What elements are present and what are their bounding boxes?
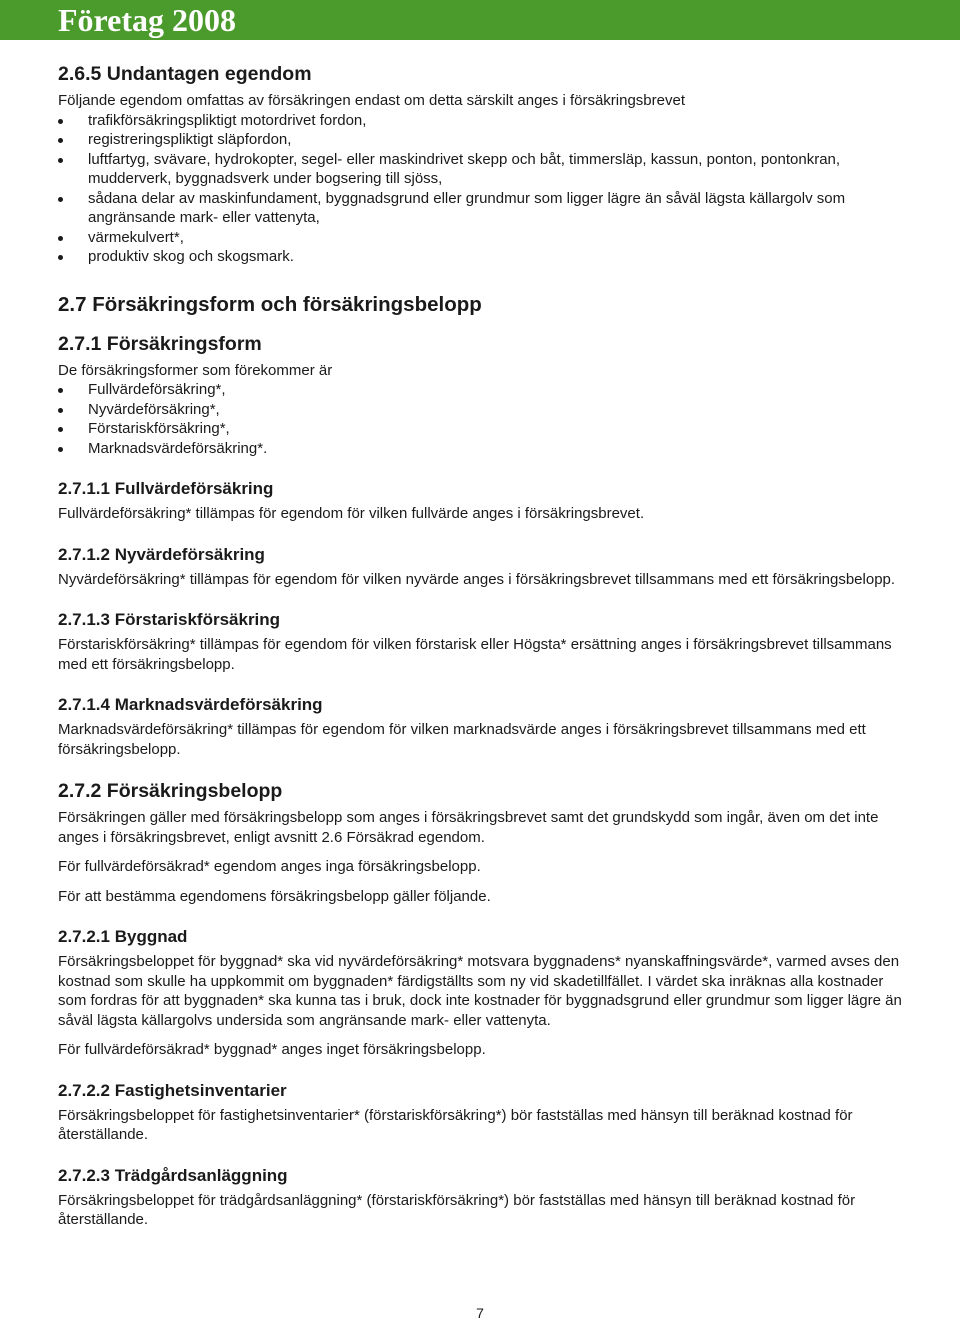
paragraph: Försäkringen gäller med försäkringsbelopp som anges i försäkringsbrevet samt det grundskydd som ingår, även om det inte anges i försäkringsbrevet, enligt avsnitt 2.6 Försäkrad egendom. bbox=[58, 809, 879, 846]
list-item: registreringspliktigt släpfordon, bbox=[58, 130, 902, 150]
heading-2-6-5: 2.6.5 Undantagen egendom bbox=[58, 63, 312, 85]
heading-2-7-2: 2.7.2 Försäkringsbelopp bbox=[58, 780, 283, 802]
list-item: trafikförsäkringspliktigt motordrivet fordon, bbox=[58, 111, 902, 131]
paragraph: För fullvärdeförsäkrad* egendom anges inga försäkringsbelopp. bbox=[58, 858, 481, 875]
list-item: produktiv skog och skogsmark. bbox=[58, 247, 902, 267]
heading-2-7-1-2: 2.7.1.2 Nyvärdeförsäkring bbox=[58, 544, 265, 564]
heading-2-7-1-4: 2.7.1.4 Marknadsvärdeförsäkring bbox=[58, 695, 323, 714]
heading-2-7: 2.7 Försäkringsform och försäkringsbelopp bbox=[58, 292, 482, 316]
bullet-list bbox=[58, 380, 902, 458]
paragraph: Försäkringsbeloppet för fastighetsinventarier* (förstariskförsäkring*) bör fastställas med hänsyn till beräknad kostnad för återställande. bbox=[58, 1106, 853, 1143]
heading-2-7-1-3: 2.7.1.3 Förstariskförsäkring bbox=[58, 610, 281, 629]
list-item: Förstariskförsäkring*, bbox=[58, 419, 902, 439]
paragraph: Förstariskförsäkring* tillämpas för egendom för vilken förstarisk eller Högsta* ersättning anges i försäkringsbrevet tillsammans med ett försäkringsbelopp. bbox=[58, 636, 892, 673]
paragraph: Fullvärdeförsäkring* tillämpas för egendom för vilken fullvärde anges i försäkringsbrevet. bbox=[58, 505, 645, 522]
document-title: Företag 2008 bbox=[58, 2, 237, 38]
heading-2-7-1: 2.7.1 Försäkringsform bbox=[58, 332, 262, 355]
heading-2-7-1-1: 2.7.1.1 Fullvärdeförsäkring bbox=[58, 479, 274, 498]
paragraph: Nyvärdeförsäkring* tillämpas för egendom för vilken nyvärde anges i försäkringsbrevet tillsammans med ett försäkringsbelopp. bbox=[58, 570, 896, 588]
heading-2-7-2-3: 2.7.2.3 Trädgårdsanläggning bbox=[58, 1165, 288, 1185]
page-number: 7 bbox=[476, 1305, 484, 1321]
paragraph: Försäkringsbeloppet för trädgårdsanläggning* (förstariskförsäkring*) bör fastställas med hänsyn till beräknad kostnad för återställande. bbox=[58, 1191, 856, 1228]
heading-2-7-2-1: 2.7.2.1 Byggnad bbox=[58, 927, 188, 946]
page-content bbox=[58, 62, 902, 1230]
list-item: luftfartyg, svävare, hydrokopter, segel- eller maskindrivet skepp och båt, timmersläp, kassun, ponton, pontonkran, mudderverk, byggnadsverk under bogsering till sjöss, bbox=[58, 150, 902, 189]
paragraph: Följande egendom omfattas av försäkringen endast om detta särskilt anges i försäkringsbrevet bbox=[58, 92, 685, 109]
bullet-list bbox=[58, 111, 902, 267]
list-item: Fullvärdeförsäkring*, bbox=[58, 380, 902, 400]
paragraph: Marknadsvärdeförsäkring* tillämpas för egendom för vilken marknadsvärde anges i försäkringsbrevet tillsammans med ett försäkringsbelopp. bbox=[58, 721, 866, 758]
list-item: värmekulvert*, bbox=[58, 228, 902, 248]
heading-2-7-2-2: 2.7.2.2 Fastighetsinventarier bbox=[58, 1080, 287, 1100]
list-item: sådana delar av maskinfundament, byggnadsgrund eller grundmur som ligger lägre än såväl lägsta källargolv som angränsande mark- eller vattenyta, bbox=[58, 189, 902, 228]
paragraph: För fullvärdeförsäkrad* byggnad* anges inget försäkringsbelopp. bbox=[58, 1041, 486, 1058]
paragraph: De försäkringsformer som förekommer är bbox=[58, 361, 333, 379]
list-item: Marknadsvärdeförsäkring*. bbox=[58, 439, 902, 459]
paragraph: För att bestämma egendomens försäkringsbelopp gäller följande. bbox=[58, 887, 491, 905]
list-item: Nyvärdeförsäkring*, bbox=[58, 400, 902, 420]
paragraph: Försäkringsbeloppet för byggnad* ska vid nyvärdeförsäkring* motsvara byggnadens* nyanskaffningsvärde*, varmed avses den kostnad som skulle ha uppkommit om byggnaden* färdigställts som ny vid skadetillfället. I värdet ska inräknas alla kostnader som fordras för att byggnaden* ska kunna tas i bruk, dock inte kostnader för byggnadsgrund eller grundmur som ligger lägre än såväl lägsta källargolvs undersida som angränsande mark- eller vattenyta. bbox=[58, 953, 902, 1029]
